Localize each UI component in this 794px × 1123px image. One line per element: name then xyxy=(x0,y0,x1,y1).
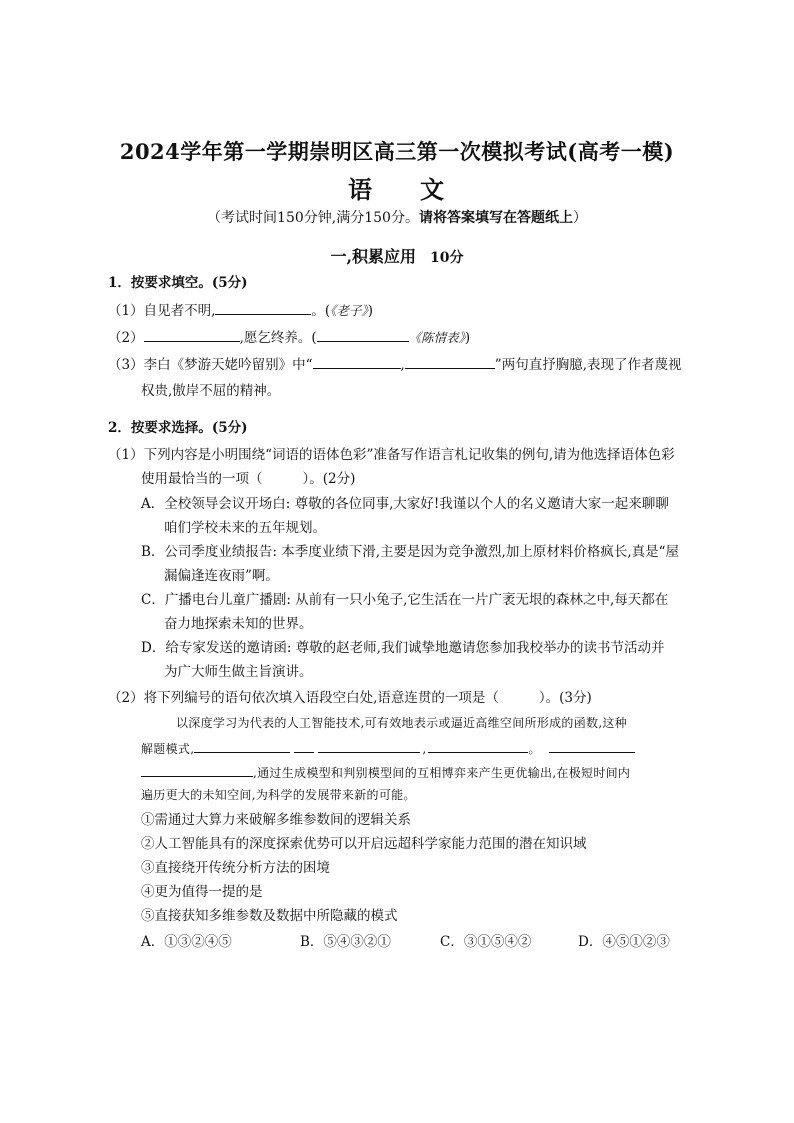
q2-option-b-line1: B．公司季度业绩报告: 本季度业绩下滑,主要是因为竞争激烈,加上原材料价格疯长,真是“屋 xyxy=(141,544,680,560)
passage-blank-3[interactable] xyxy=(428,740,528,753)
passage-line-2-a: 解题模式, xyxy=(141,742,195,756)
q2-sub1-line2-b: ）。(2分) xyxy=(302,471,356,487)
q2-sub2-line1-b: ）。(3分) xyxy=(538,690,592,706)
exam-title: 2024学年第一学期崇明区高三第一次模拟考试(高考一模) xyxy=(119,139,675,164)
q1-item1-source: 《老子》 xyxy=(330,303,368,318)
q1-item1-close: ) xyxy=(367,303,373,319)
q2-sub1-line1: （1）下列内容是小明围绕“词语的语体色彩”准备写作语言札记收集的例句,请为他选择语体色彩 xyxy=(108,447,675,463)
section-points: 10分 xyxy=(430,250,464,266)
q2-option-d-line1: D．给专家发送的邀请函: 尊敬的赵老师,我们诚挚地邀请您参加我校举办的读书节活动并 xyxy=(141,640,665,656)
q1-item3-suffix: ”两句直抒胸臆,表现了作者蔑视 xyxy=(494,357,682,373)
sentence-item-2: ②人工智能具有的深度探索优势可以开启远超科学家能力范围的潜在知识域 xyxy=(141,836,587,852)
choice-c[interactable]: C．③①⑤④② xyxy=(440,934,532,950)
choice-a[interactable]: A．①③②④⑤ xyxy=(141,934,232,950)
q1-item3-blank-1[interactable] xyxy=(313,356,401,369)
q1-item3-mid: , xyxy=(400,357,405,373)
q1-item1-prefix: （1）自见者不明, xyxy=(108,303,216,319)
q2-sub2-line1-a: （2）将下列编号的语句依次填入语段空白处,语意连贯的一项是（ xyxy=(108,690,499,706)
q2-option-c-line1: C．广播电台儿童广播剧: 从前有一只小兔子,它生活在一片广袤无垠的森林之中,每天都在 xyxy=(141,592,669,608)
exam-note-bold: 请将答案填写在答题纸上 xyxy=(418,210,573,226)
q1-item1-suffix: 。( xyxy=(311,303,331,319)
q1-item2-source: 《陈情表》 xyxy=(408,330,465,345)
sentence-item-3: ③直接绕开传统分析方法的困境 xyxy=(141,860,330,876)
exam-note-end: ） xyxy=(572,210,587,226)
passage-line-2: 解题模式, , 。 xyxy=(141,740,635,756)
exam-note-plain: （考试时间150分钟,满分150分。 xyxy=(207,210,419,226)
q1-item2 xyxy=(108,329,470,346)
q1-item3 xyxy=(108,356,682,373)
q2-sub1-line2 xyxy=(141,471,355,487)
passage-line-2-b: 。 xyxy=(528,742,541,756)
q1-item1-blank[interactable] xyxy=(215,302,311,315)
q1-item3-prefix: （3）李白《梦游天姥吟留别》中“ xyxy=(108,357,313,373)
q2-option-b-line2: 漏偏逢连夜雨”啊。 xyxy=(164,568,279,584)
section-title: 一,积累应用 xyxy=(330,247,417,266)
passage-line-3-text: ,通过生成模型和判别模型间的互相博弈来产生更优输出,在极短时间内 xyxy=(253,766,631,780)
q2-option-c-line2: 奋力地探索未知的世界。 xyxy=(164,616,313,632)
sentence-item-5: ⑤直接获知多维参数及数据中所隐藏的模式 xyxy=(141,908,398,924)
q1-item3-blank-2[interactable] xyxy=(405,356,495,369)
q1-heading: 1．按要求填空。(5分) xyxy=(108,275,248,291)
q1-item2-blank-1[interactable] xyxy=(144,329,240,342)
subject-char-2: 文 xyxy=(420,175,446,204)
passage-line-3 xyxy=(141,764,630,780)
exam-note xyxy=(0,207,794,227)
q2-option-d-line2: 为广大师生做主旨演讲。 xyxy=(164,664,313,680)
q1-item1 xyxy=(108,302,373,319)
q1-item2-prefix: （2） xyxy=(108,330,144,346)
passage-dash-1 xyxy=(294,740,314,753)
passage-blank-5[interactable] xyxy=(141,764,253,777)
q2-sub2-line1 xyxy=(108,690,592,706)
q2-option-a-line1: A．全校领导会议开场白: 尊敬的各位同事,大家好!我谨以个人的名义邀请大家一起来聊聊 xyxy=(141,496,669,512)
q2-heading: 2．按要求选择。(5分) xyxy=(108,420,248,436)
sentence-item-1: ①需通过大算力来破解多维参数间的逻辑关系 xyxy=(141,812,411,828)
q2-option-a-line2: 咱们学校未来的五年规划。 xyxy=(164,520,326,536)
sentence-item-4: ④更为值得一提的是 xyxy=(141,884,263,900)
section-heading xyxy=(0,244,794,267)
q2-sub1-line2-a: 使用最恰当的一项（ xyxy=(141,471,263,487)
passage-line-1: 以深度学习为代表的人工智能技术,可有效地表示或逼近高维空间所形成的函数,这种 xyxy=(176,716,628,730)
choice-d[interactable]: D．④⑤①②③ xyxy=(578,934,670,950)
subject-char-1: 语 xyxy=(348,175,374,204)
passage-blank-2[interactable] xyxy=(318,740,420,753)
passage-blank-1[interactable] xyxy=(194,740,290,753)
q1-item3-line2: 权贵,傲岸不屈的精神。 xyxy=(141,383,281,399)
q1-item2-mid: ,愿乞终养。( xyxy=(239,330,317,346)
q1-item2-blank-2[interactable] xyxy=(317,329,409,342)
q1-item2-close: ) xyxy=(464,330,471,346)
subject-title xyxy=(0,170,794,205)
passage-blank-4[interactable] xyxy=(549,740,635,753)
choice-b[interactable]: B．⑤④③②① xyxy=(300,934,391,950)
passage-line-4: 遍历更大的未知空间,为科学的发展带来新的可能。 xyxy=(141,788,416,802)
